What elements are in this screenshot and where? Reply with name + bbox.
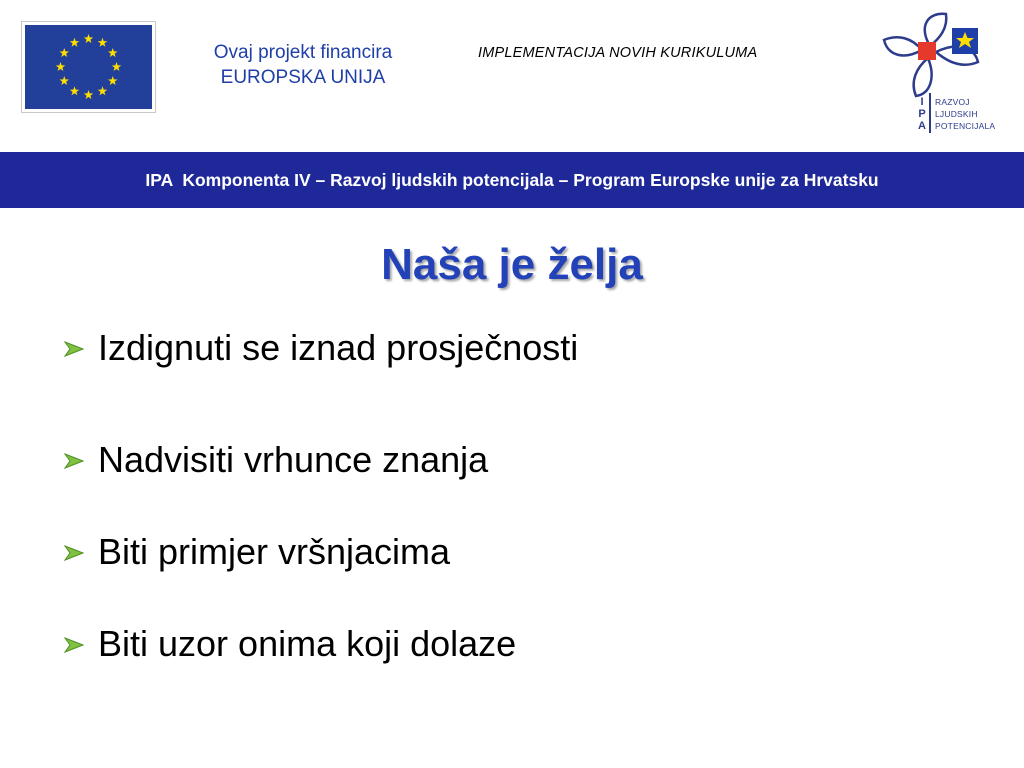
program-banner-text: IPA Komponenta IV – Razvoj ljudskih potencijala – Program Europske unije za Hrvatsku bbox=[145, 169, 879, 190]
bullet-item bbox=[62, 598, 578, 690]
bullet-item bbox=[62, 414, 578, 506]
arrow-bullet-icon bbox=[62, 449, 98, 471]
ipa-word: LJUDSKIH bbox=[935, 109, 978, 119]
ipa-letter: I bbox=[920, 96, 924, 108]
ipa-letter: A bbox=[918, 120, 926, 132]
bullet-item bbox=[62, 322, 578, 374]
bullet-text: Izdignuti se iznad prosječnosti bbox=[98, 327, 579, 368]
bullet-text: Nadvisiti vrhunce znanja bbox=[98, 439, 489, 480]
ipa-word: POTENCIJALA bbox=[935, 121, 996, 131]
program-banner bbox=[0, 152, 1024, 208]
bullet-item bbox=[62, 506, 578, 598]
slide-title: Naša je želja bbox=[381, 240, 643, 289]
arrow-bullet-icon bbox=[62, 337, 98, 359]
bullet-list bbox=[62, 322, 578, 690]
ipa-letter: P bbox=[918, 108, 926, 120]
bullet-text: Biti uzor onima koji dolaze bbox=[98, 623, 517, 664]
eu-caption-line2: EUROPSKA UNIJA bbox=[220, 67, 386, 88]
arrow-bullet-icon bbox=[62, 633, 98, 655]
bullet-text: Biti primjer vršnjacima bbox=[98, 531, 451, 572]
eu-funding-caption bbox=[168, 40, 438, 90]
arrow-bullet-icon bbox=[62, 541, 98, 563]
eu-caption-line1: Ovaj projekt financira bbox=[213, 42, 393, 63]
ipa-word: RAZVOJ bbox=[935, 97, 970, 107]
ipa-logo-words bbox=[935, 96, 995, 132]
ipa-logo-divider bbox=[929, 93, 931, 133]
eu-flag-icon bbox=[21, 21, 156, 113]
project-tagline: IMPLEMENTACIJA NOVIH KURIKULUMA bbox=[478, 45, 758, 61]
